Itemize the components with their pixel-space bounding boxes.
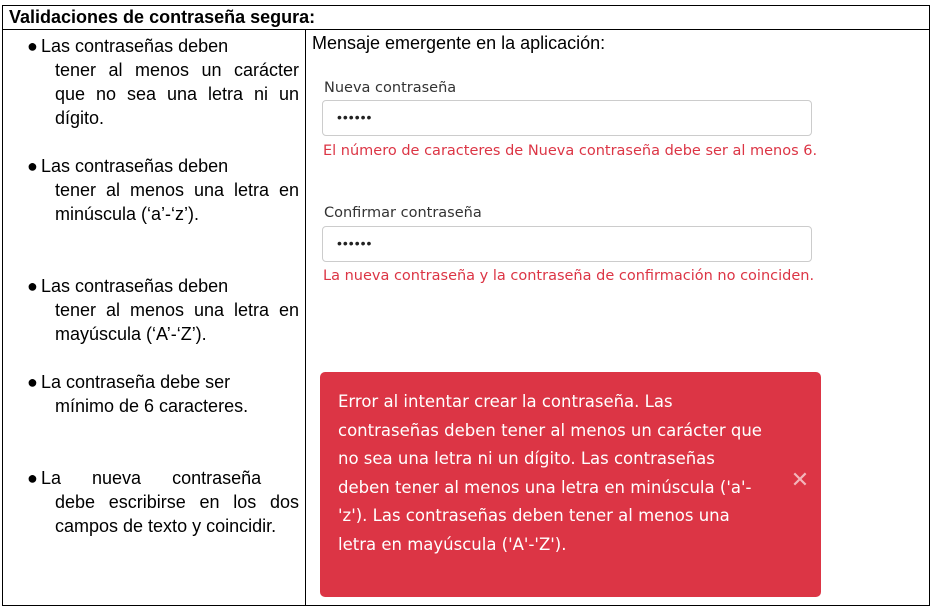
new-password-error: El número de caracteres de Nueva contraseña debe ser al menos 6. bbox=[323, 143, 818, 159]
error-alert bbox=[320, 372, 821, 597]
new-password-label: Nueva contraseña bbox=[324, 80, 457, 96]
rule-item: ● Las contraseñas deben tener al menos una letra en minúscula (‘a’-‘z’). bbox=[27, 156, 299, 224]
right-column-title: Mensaje emergente en la aplicación: bbox=[312, 33, 606, 53]
confirm-password-error: La nueva contraseña y la contraseña de confirmación no coinciden. bbox=[323, 268, 815, 284]
rule-item: ● La contraseña debe ser mínimo de 6 caracteres. bbox=[27, 372, 249, 416]
bullet-icon: ● bbox=[27, 372, 38, 392]
new-password-input[interactable]: •••••• bbox=[322, 100, 812, 136]
table-header: Validaciones de contraseña segura: bbox=[3, 6, 929, 30]
bullet-icon: ● bbox=[27, 156, 38, 176]
confirm-password-input[interactable]: •••••• bbox=[322, 226, 812, 262]
rule-item: ● Las contraseñas deben tener al menos una letra en mayúscula (‘A’-‘Z’). bbox=[27, 276, 299, 344]
bullet-icon: ● bbox=[27, 276, 38, 296]
bullet-icon: ● bbox=[27, 36, 38, 56]
bullet-icon: ● bbox=[27, 468, 38, 488]
close-icon[interactable]: ✕ bbox=[790, 468, 810, 493]
rule-item: ● La nueva contraseña debe escribirse en los dos campos de texto y coincidir. bbox=[27, 468, 299, 536]
rule-item: ● Las contraseñas deben tener al menos un carácter que no sea una letra ni un dígito. bbox=[27, 36, 299, 128]
confirm-password-label: Confirmar contraseña bbox=[324, 205, 482, 221]
column-divider bbox=[305, 30, 306, 606]
alert-message: Error al intentar crear la contraseña. Las contraseñas deben tener al menos un carácter que no sea una letra ni un dígito. Las contraseñas deben tener al menos una letra en minúscula ('a'-'z'). Las contraseñas deben tener al menos una letra en mayúscula ('A'-'Z'). bbox=[338, 392, 762, 554]
